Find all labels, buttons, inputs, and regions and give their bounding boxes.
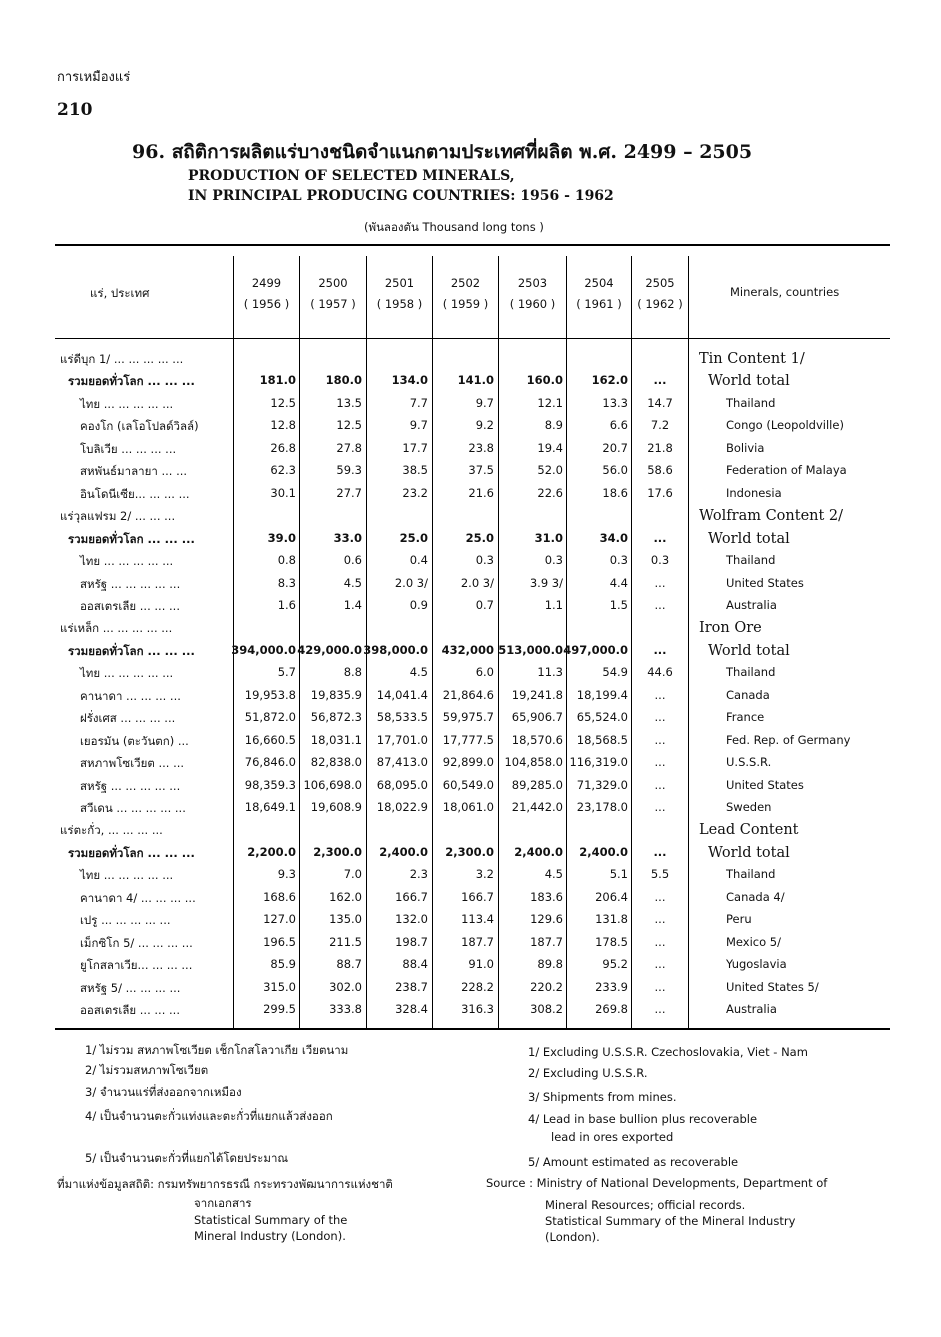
table-cell: 56,872.3 <box>310 710 362 724</box>
table-cell: 429,000.0 <box>297 643 362 657</box>
table-cell: 98,359.3 <box>244 778 296 792</box>
row-label-english: Indonesia <box>726 486 782 500</box>
table-cell: 141.0 <box>457 373 494 387</box>
table-cell: 0.3 <box>609 553 628 567</box>
table-cell: 5.1 <box>609 867 628 881</box>
table-cell: 87,413.0 <box>376 755 428 769</box>
table-cell: 269.8 <box>595 1002 628 1016</box>
footnote-th: 4/ เป็นจำนวนตะกั่วแท่งและตะกั่วที่แยกแล้วส่งออก <box>85 1109 333 1123</box>
table-cell: 65,524.0 <box>576 710 628 724</box>
table-cell: 7.0 <box>343 867 362 881</box>
table-number: 96. <box>132 141 166 163</box>
table-cell: 178.5 <box>595 935 628 949</box>
table-cell: ... <box>653 531 667 545</box>
table-cell: 0.3 <box>475 553 494 567</box>
row-label-english: Thailand <box>726 867 776 881</box>
row-label-thai: ไทย ... ... ... ... ... <box>80 868 174 882</box>
table-cell: 21.6 <box>468 486 494 500</box>
footnote-th: 1/ ไม่รวม สหภาพโซเวียต เช็กโกสโลวาเกีย เวียตนาม <box>85 1043 349 1057</box>
table-cell: 92,899.0 <box>442 755 494 769</box>
table-cell: 5.7 <box>277 665 296 679</box>
year-header-thai: 2499 <box>251 276 282 290</box>
row-label-english: Thailand <box>726 665 776 679</box>
table-cell: 89.8 <box>537 957 563 971</box>
table-cell: 513,000.0 <box>498 643 563 657</box>
table-cell: 23,178.0 <box>576 800 628 814</box>
row-label-thai: แร่ดีบุก 1/ ... ... ... ... ... <box>60 352 184 366</box>
row-label-thai: สหรัฐ ... ... ... ... ... <box>80 577 181 591</box>
year-header-thai: 2502 <box>450 276 481 290</box>
row-label-english: World total <box>708 531 790 547</box>
table-cell: 2.3 <box>409 867 428 881</box>
table-cell: 238.7 <box>395 980 428 994</box>
table-cell: 31.0 <box>534 531 563 545</box>
table-cell: ... <box>654 912 666 926</box>
table-cell: 4.5 <box>544 867 563 881</box>
table-cell: 328.4 <box>395 1002 428 1016</box>
row-label-english: United States 5/ <box>726 980 819 994</box>
row-label-english: Tin Content 1/ <box>699 351 805 367</box>
table-cell: 166.7 <box>395 890 428 904</box>
row-label-english: Peru <box>726 912 752 926</box>
table-cell: 308.2 <box>530 1002 563 1016</box>
table-cell: 166.7 <box>461 890 494 904</box>
table-cell: 19,835.9 <box>310 688 362 702</box>
column-divider <box>688 256 689 1028</box>
table-cell: 76,846.0 <box>244 755 296 769</box>
table-cell: 113.4 <box>461 912 494 926</box>
table-cell: 20.7 <box>602 441 628 455</box>
table-cell: 17.6 <box>647 486 673 500</box>
title-english-1: PRODUCTION OF SELECTED MINERALS, <box>188 168 515 184</box>
table-cell: ... <box>654 598 666 612</box>
table-cell: 51,872.0 <box>244 710 296 724</box>
table-cell: 88.4 <box>402 957 428 971</box>
table-cell: 18,031.1 <box>310 733 362 747</box>
table-cell: 30.1 <box>270 486 296 500</box>
row-label-english: Thailand <box>726 553 776 567</box>
table-cell: 104,858.0 <box>504 755 563 769</box>
source-th-line: Mineral Industry (London). <box>194 1229 346 1243</box>
row-label-english: U.S.S.R. <box>726 755 772 769</box>
row-label-english: Sweden <box>726 800 772 814</box>
table-cell: 12.8 <box>270 418 296 432</box>
row-label-thai: เปรู ... ... ... ... ... <box>80 913 171 927</box>
title-english-2: IN PRINCIPAL PRODUCING COUNTRIES: 1956 - 1962 <box>188 188 614 204</box>
row-label-thai: ออสเตรเลีย ... ... ... <box>80 599 180 613</box>
table-cell: 187.7 <box>461 935 494 949</box>
table-cell: ... <box>653 643 667 657</box>
source-en-line: Statistical Summary of the Mineral Industry <box>545 1214 796 1228</box>
footnote-en: 3/ Shipments from mines. <box>528 1090 677 1104</box>
row-label-english: United States <box>726 778 804 792</box>
table-cell: 127.0 <box>263 912 296 926</box>
table-cell: ... <box>654 778 666 792</box>
table-cell: 23.8 <box>468 441 494 455</box>
row-label-english: Fed. Rep. of Germany <box>726 733 851 747</box>
table-cell: ... <box>654 980 666 994</box>
table-cell: 2.0 3/ <box>460 576 494 590</box>
row-label-thai: สหพันธ์มาลายา ... ... <box>80 464 188 478</box>
table-cell: 233.9 <box>595 980 628 994</box>
row-label-english: Federation of Malaya <box>726 463 847 477</box>
table-cell: 19,608.9 <box>310 800 362 814</box>
table-cell: ... <box>654 733 666 747</box>
table-cell: 9.3 <box>277 867 296 881</box>
table-cell: ... <box>653 373 667 387</box>
table-cell: 19,953.8 <box>244 688 296 702</box>
table-cell: 68,095.0 <box>376 778 428 792</box>
row-label-english: Congo (Leopoldville) <box>726 418 844 432</box>
table-cell: 27.8 <box>336 441 362 455</box>
table-cell: 7.2 <box>650 418 670 432</box>
year-header-thai: 2504 <box>584 276 614 290</box>
table-cell: 13.3 <box>602 396 628 410</box>
table-top-rule <box>55 244 890 246</box>
table-cell: 0.8 <box>277 553 296 567</box>
year-header-english: ( 1962 ) <box>637 297 683 311</box>
row-label-english: World total <box>708 373 790 389</box>
table-cell: 8.3 <box>277 576 296 590</box>
table-cell: ... <box>654 1002 666 1016</box>
table-cell: 65,906.7 <box>511 710 563 724</box>
table-cell: 95.2 <box>602 957 628 971</box>
table-cell: ... <box>654 890 666 904</box>
table-cell: 0.7 <box>475 598 494 612</box>
table-cell: 21,864.6 <box>442 688 494 702</box>
table-cell: 18,061.0 <box>442 800 494 814</box>
table-cell: 135.0 <box>329 912 362 926</box>
table-cell: 8.8 <box>343 665 362 679</box>
table-cell: 1.6 <box>277 598 296 612</box>
table-cell: 58,533.5 <box>376 710 428 724</box>
table-cell: 27.7 <box>336 486 362 500</box>
table-bottom-rule <box>55 1028 890 1030</box>
year-header-english: ( 1958 ) <box>376 297 423 311</box>
table-cell: ... <box>654 957 666 971</box>
table-cell: 8.9 <box>544 418 563 432</box>
row-label-thai: สหรัฐ ... ... ... ... ... <box>80 779 181 793</box>
table-cell: 25.0 <box>465 531 494 545</box>
table-cell: ... <box>654 755 666 769</box>
table-cell: 18,649.1 <box>244 800 296 814</box>
footnote-en: 5/ Amount estimated as recoverable <box>528 1155 739 1169</box>
row-label-thai: สหภาพโซเวียต ... ... <box>80 756 185 770</box>
column-header-thai: แร่, ประเทศ <box>90 286 150 300</box>
table-cell: 71,329.0 <box>576 778 628 792</box>
year-header-thai: 2503 <box>517 276 548 290</box>
footnote-en: 1/ Excluding U.S.S.R. Czechoslovakia, Viet - Nam <box>528 1045 808 1059</box>
row-label-thai: ออสเตรเลีย ... ... ... <box>80 1003 180 1017</box>
table-cell: 302.0 <box>329 980 362 994</box>
table-cell: 131.8 <box>595 912 628 926</box>
table-cell: 21.8 <box>647 441 673 455</box>
table-cell: 0.9 <box>409 598 428 612</box>
table-cell: 12.1 <box>537 396 563 410</box>
section-header: การเหมืองแร่ <box>57 70 131 85</box>
table-cell: 9.2 <box>475 418 494 432</box>
row-label-english: World total <box>708 643 790 659</box>
table-cell: 37.5 <box>468 463 494 477</box>
row-label-thai: เยอรมัน (ตะวันตก) ... <box>80 734 189 748</box>
table-cell: 12.5 <box>270 396 296 410</box>
table-cell: 4.5 <box>409 665 428 679</box>
table-cell: 60,549.0 <box>442 778 494 792</box>
table-cell: 12.5 <box>336 418 362 432</box>
table-cell: 59.3 <box>336 463 362 477</box>
table-cell: 13.5 <box>336 396 362 410</box>
table-cell: 162.0 <box>329 890 362 904</box>
table-cell: 2,400.0 <box>514 845 563 859</box>
table-cell: 497,000.0 <box>563 643 628 657</box>
table-cell: 211.5 <box>329 935 362 949</box>
footnote-en: 2/ Excluding U.S.S.R. <box>528 1066 648 1080</box>
source-en-line: (London). <box>545 1230 600 1244</box>
title-thai <box>132 137 752 167</box>
table-cell: 44.6 <box>647 665 673 679</box>
table-cell: 187.7 <box>530 935 563 949</box>
table-cell: 432,000 <box>441 643 494 657</box>
row-label-thai: รวมยอดทั่วโลก ... ... ... <box>68 532 195 546</box>
table-cell: 398,000.0 <box>363 643 428 657</box>
table-cell: ... <box>654 935 666 949</box>
table-cell: 59,975.7 <box>442 710 494 724</box>
table-cell: 9.7 <box>475 396 494 410</box>
table-cell: 160.0 <box>526 373 563 387</box>
table-cell: 21,442.0 <box>511 800 563 814</box>
page-number: 210 <box>57 100 93 120</box>
table-cell: 16,660.5 <box>244 733 296 747</box>
title-thai-text: สถิติการผลิตแร่บางชนิดจำแนกตามประเทศที่ผลิต พ.ศ. 2499 – 2505 <box>171 141 753 163</box>
table-cell: ... <box>653 845 667 859</box>
table-cell: 25.0 <box>399 531 428 545</box>
source-en-line: Source : Ministry of National Developments, Department of <box>486 1176 828 1190</box>
year-header-english: ( 1957 ) <box>310 297 356 311</box>
row-label-english: Yugoslavia <box>726 957 787 971</box>
table-cell: 18,022.9 <box>376 800 428 814</box>
table-cell: 6.0 <box>475 665 494 679</box>
table-cell: 315.0 <box>263 980 296 994</box>
table-cell: 7.7 <box>409 396 428 410</box>
table-cell: 116,319.0 <box>569 755 628 769</box>
row-label-thai: แร่เหล็ก ... ... ... ... ... <box>60 621 173 635</box>
table-cell: 183.6 <box>530 890 563 904</box>
table-cell: 1.5 <box>609 598 628 612</box>
row-label-english: World total <box>708 845 790 861</box>
row-label-thai: ไทย ... ... ... ... ... <box>80 397 174 411</box>
row-label-thai: คานาดา 4/ ... ... ... ... <box>80 891 196 905</box>
table-cell: 333.8 <box>329 1002 362 1016</box>
year-header-english: ( 1961 ) <box>576 297 622 311</box>
source-th-line: จากเอกสาร <box>194 1196 252 1210</box>
table-cell: 18,568.5 <box>576 733 628 747</box>
table-cell: 89,285.0 <box>511 778 563 792</box>
table-cell: 129.6 <box>530 912 563 926</box>
year-header-english: ( 1959 ) <box>442 297 489 311</box>
table-cell: 26.8 <box>270 441 296 455</box>
table-cell: 88.7 <box>336 957 362 971</box>
row-label-thai: สหรัฐ 5/ ... ... ... ... <box>80 981 181 995</box>
table-cell: ... <box>654 576 666 590</box>
table-cell: 4.4 <box>609 576 628 590</box>
table-cell: 9.7 <box>409 418 428 432</box>
table-header-rule <box>55 338 890 339</box>
row-label-thai: สวีเดน ... ... ... ... ... <box>80 801 186 815</box>
table-cell: 17.7 <box>402 441 428 455</box>
table-cell: 180.0 <box>325 373 362 387</box>
table-cell: 2,200.0 <box>247 845 296 859</box>
table-cell: 206.4 <box>595 890 628 904</box>
table-cell: 17,701.0 <box>376 733 428 747</box>
table-cell: 19,241.8 <box>511 688 563 702</box>
table-cell: 91.0 <box>468 957 494 971</box>
table-cell: 299.5 <box>263 1002 296 1016</box>
row-label-thai: ไทย ... ... ... ... ... <box>80 554 174 568</box>
row-label-thai: รวมยอดทั่วโลก ... ... ... <box>68 846 195 860</box>
row-label-thai: เม็กซิโก 5/ ... ... ... ... <box>80 936 193 950</box>
row-label-english: Mexico 5/ <box>726 935 782 949</box>
table-cell: 58.6 <box>647 463 673 477</box>
row-label-english: Bolivia <box>726 441 765 455</box>
footnote-th: 2/ ไม่รวมสหภาพโซเวียต <box>85 1063 209 1077</box>
row-label-thai: คองโก (เลโอโปลด์วิลล์) <box>80 419 199 433</box>
row-label-english: Australia <box>726 1002 777 1016</box>
table-cell: ... <box>654 688 666 702</box>
table-cell: 34.0 <box>599 531 628 545</box>
row-label-thai: แร่วุลแฟรม 2/ ... ... ... <box>60 509 176 523</box>
table-cell: 39.0 <box>267 531 296 545</box>
row-label-english: Lead Content <box>699 822 799 838</box>
table-cell: 198.7 <box>395 935 428 949</box>
table-cell: 14,041.4 <box>376 688 428 702</box>
column-header-english: Minerals, countries <box>730 285 840 299</box>
table-cell: 168.6 <box>263 890 296 904</box>
table-cell: 23.2 <box>402 486 428 500</box>
table-cell: 181.0 <box>259 373 296 387</box>
table-cell: 132.0 <box>395 912 428 926</box>
footnote-en: lead in ores exported <box>551 1130 674 1144</box>
table-cell: 316.3 <box>461 1002 494 1016</box>
table-cell: 162.0 <box>591 373 628 387</box>
row-label-thai: รวมยอดทั่วโลก ... ... ... <box>68 374 195 388</box>
table-cell: 18.6 <box>602 486 628 500</box>
row-label-thai: ยูโกสลาเวีย... ... ... ... <box>80 958 193 972</box>
source-th-line: Statistical Summary of the <box>194 1213 348 1227</box>
table-cell: 22.6 <box>537 486 563 500</box>
table-cell: 17,777.5 <box>442 733 494 747</box>
table-cell: 0.4 <box>409 553 428 567</box>
row-label-thai: ไทย ... ... ... ... ... <box>80 666 174 680</box>
table-cell: 52.0 <box>537 463 563 477</box>
year-header-english: ( 1956 ) <box>243 297 290 311</box>
table-cell: 62.3 <box>270 463 296 477</box>
table-cell: 196.5 <box>263 935 296 949</box>
row-label-thai: แร่ตะกั่ว, ... ... ... ... <box>60 823 163 837</box>
table-cell: 85.9 <box>270 957 296 971</box>
table-cell: 2,300.0 <box>313 845 362 859</box>
table-cell: ... <box>654 710 666 724</box>
row-label-thai: คานาดา ... ... ... ... <box>80 689 181 703</box>
table-cell: 394,000.0 <box>231 643 296 657</box>
row-label-english: Canada <box>726 688 770 702</box>
table-cell: 220.2 <box>530 980 563 994</box>
table-cell: 4.5 <box>343 576 362 590</box>
table-cell: 33.0 <box>333 531 362 545</box>
table-cell: 1.4 <box>343 598 362 612</box>
table-cell: 1.1 <box>544 598 563 612</box>
table-cell: 228.2 <box>461 980 494 994</box>
source-th-line: ที่มาแห่งข้อมูลสถิติ: กรมทรัพยากรธรณี กระทรวงพัฒนาการแห่งชาติ <box>57 1177 393 1191</box>
row-label-english: United States <box>726 576 804 590</box>
table-cell: ... <box>654 800 666 814</box>
row-label-english: Thailand <box>726 396 776 410</box>
table-cell: 14.7 <box>647 396 673 410</box>
table-cell: 56.0 <box>602 463 628 477</box>
footnote-th: 3/ จำนวนแร่ที่ส่งออกจากเหมือง <box>85 1085 242 1099</box>
table-cell: 11.3 <box>537 665 563 679</box>
table-cell: 134.0 <box>391 373 428 387</box>
row-label-thai: อินโดนีเซีย... ... ... ... <box>80 487 190 501</box>
source-en-line: Mineral Resources; official records. <box>545 1198 746 1212</box>
row-label-english: Canada 4/ <box>726 890 785 904</box>
row-label-english: Wolfram Content 2/ <box>699 508 844 524</box>
table-cell: 2.0 3/ <box>394 576 428 590</box>
table-cell: 2,300.0 <box>445 845 494 859</box>
footnote-th: 5/ เป็นจำนวนตะกั่วที่แยกได้โดยประมาณ <box>85 1151 289 1165</box>
footnote-en: 4/ Lead in base bullion plus recoverable <box>528 1112 758 1126</box>
year-header-thai: 2500 <box>318 276 348 290</box>
row-label-thai: รวมยอดทั่วโลก ... ... ... <box>68 644 195 658</box>
table-cell: 54.9 <box>602 665 628 679</box>
table-cell: 0.6 <box>343 553 362 567</box>
row-label-thai: ฝรั่งเศส ... ... ... ... <box>80 711 176 725</box>
table-cell: 5.5 <box>650 867 670 881</box>
table-cell: 18,570.6 <box>511 733 563 747</box>
table-cell: 38.5 <box>402 463 428 477</box>
row-label-thai: โบลิเวีย ... ... ... ... <box>80 442 177 456</box>
unit-label: (พันลองตัน Thousand long tons ) <box>364 220 544 234</box>
table-cell: 3.2 <box>475 867 494 881</box>
row-label-english: France <box>726 710 765 724</box>
table-cell: 18,199.4 <box>576 688 628 702</box>
year-header-thai: 2501 <box>384 276 415 290</box>
table-cell: 3.9 3/ <box>529 576 563 590</box>
table-cell: 106,698.0 <box>303 778 362 792</box>
table-cell: 6.6 <box>609 418 628 432</box>
year-header-thai: 2505 <box>645 276 675 290</box>
table-cell: 19.4 <box>537 441 563 455</box>
year-header-english: ( 1960 ) <box>509 297 556 311</box>
row-label-english: Iron Ore <box>699 620 762 636</box>
table-cell: 0.3 <box>650 553 670 567</box>
row-label-english: Australia <box>726 598 777 612</box>
table-cell: 82,838.0 <box>310 755 362 769</box>
table-cell: 2,400.0 <box>379 845 428 859</box>
table-cell: 2,400.0 <box>579 845 628 859</box>
table-cell: 0.3 <box>544 553 563 567</box>
